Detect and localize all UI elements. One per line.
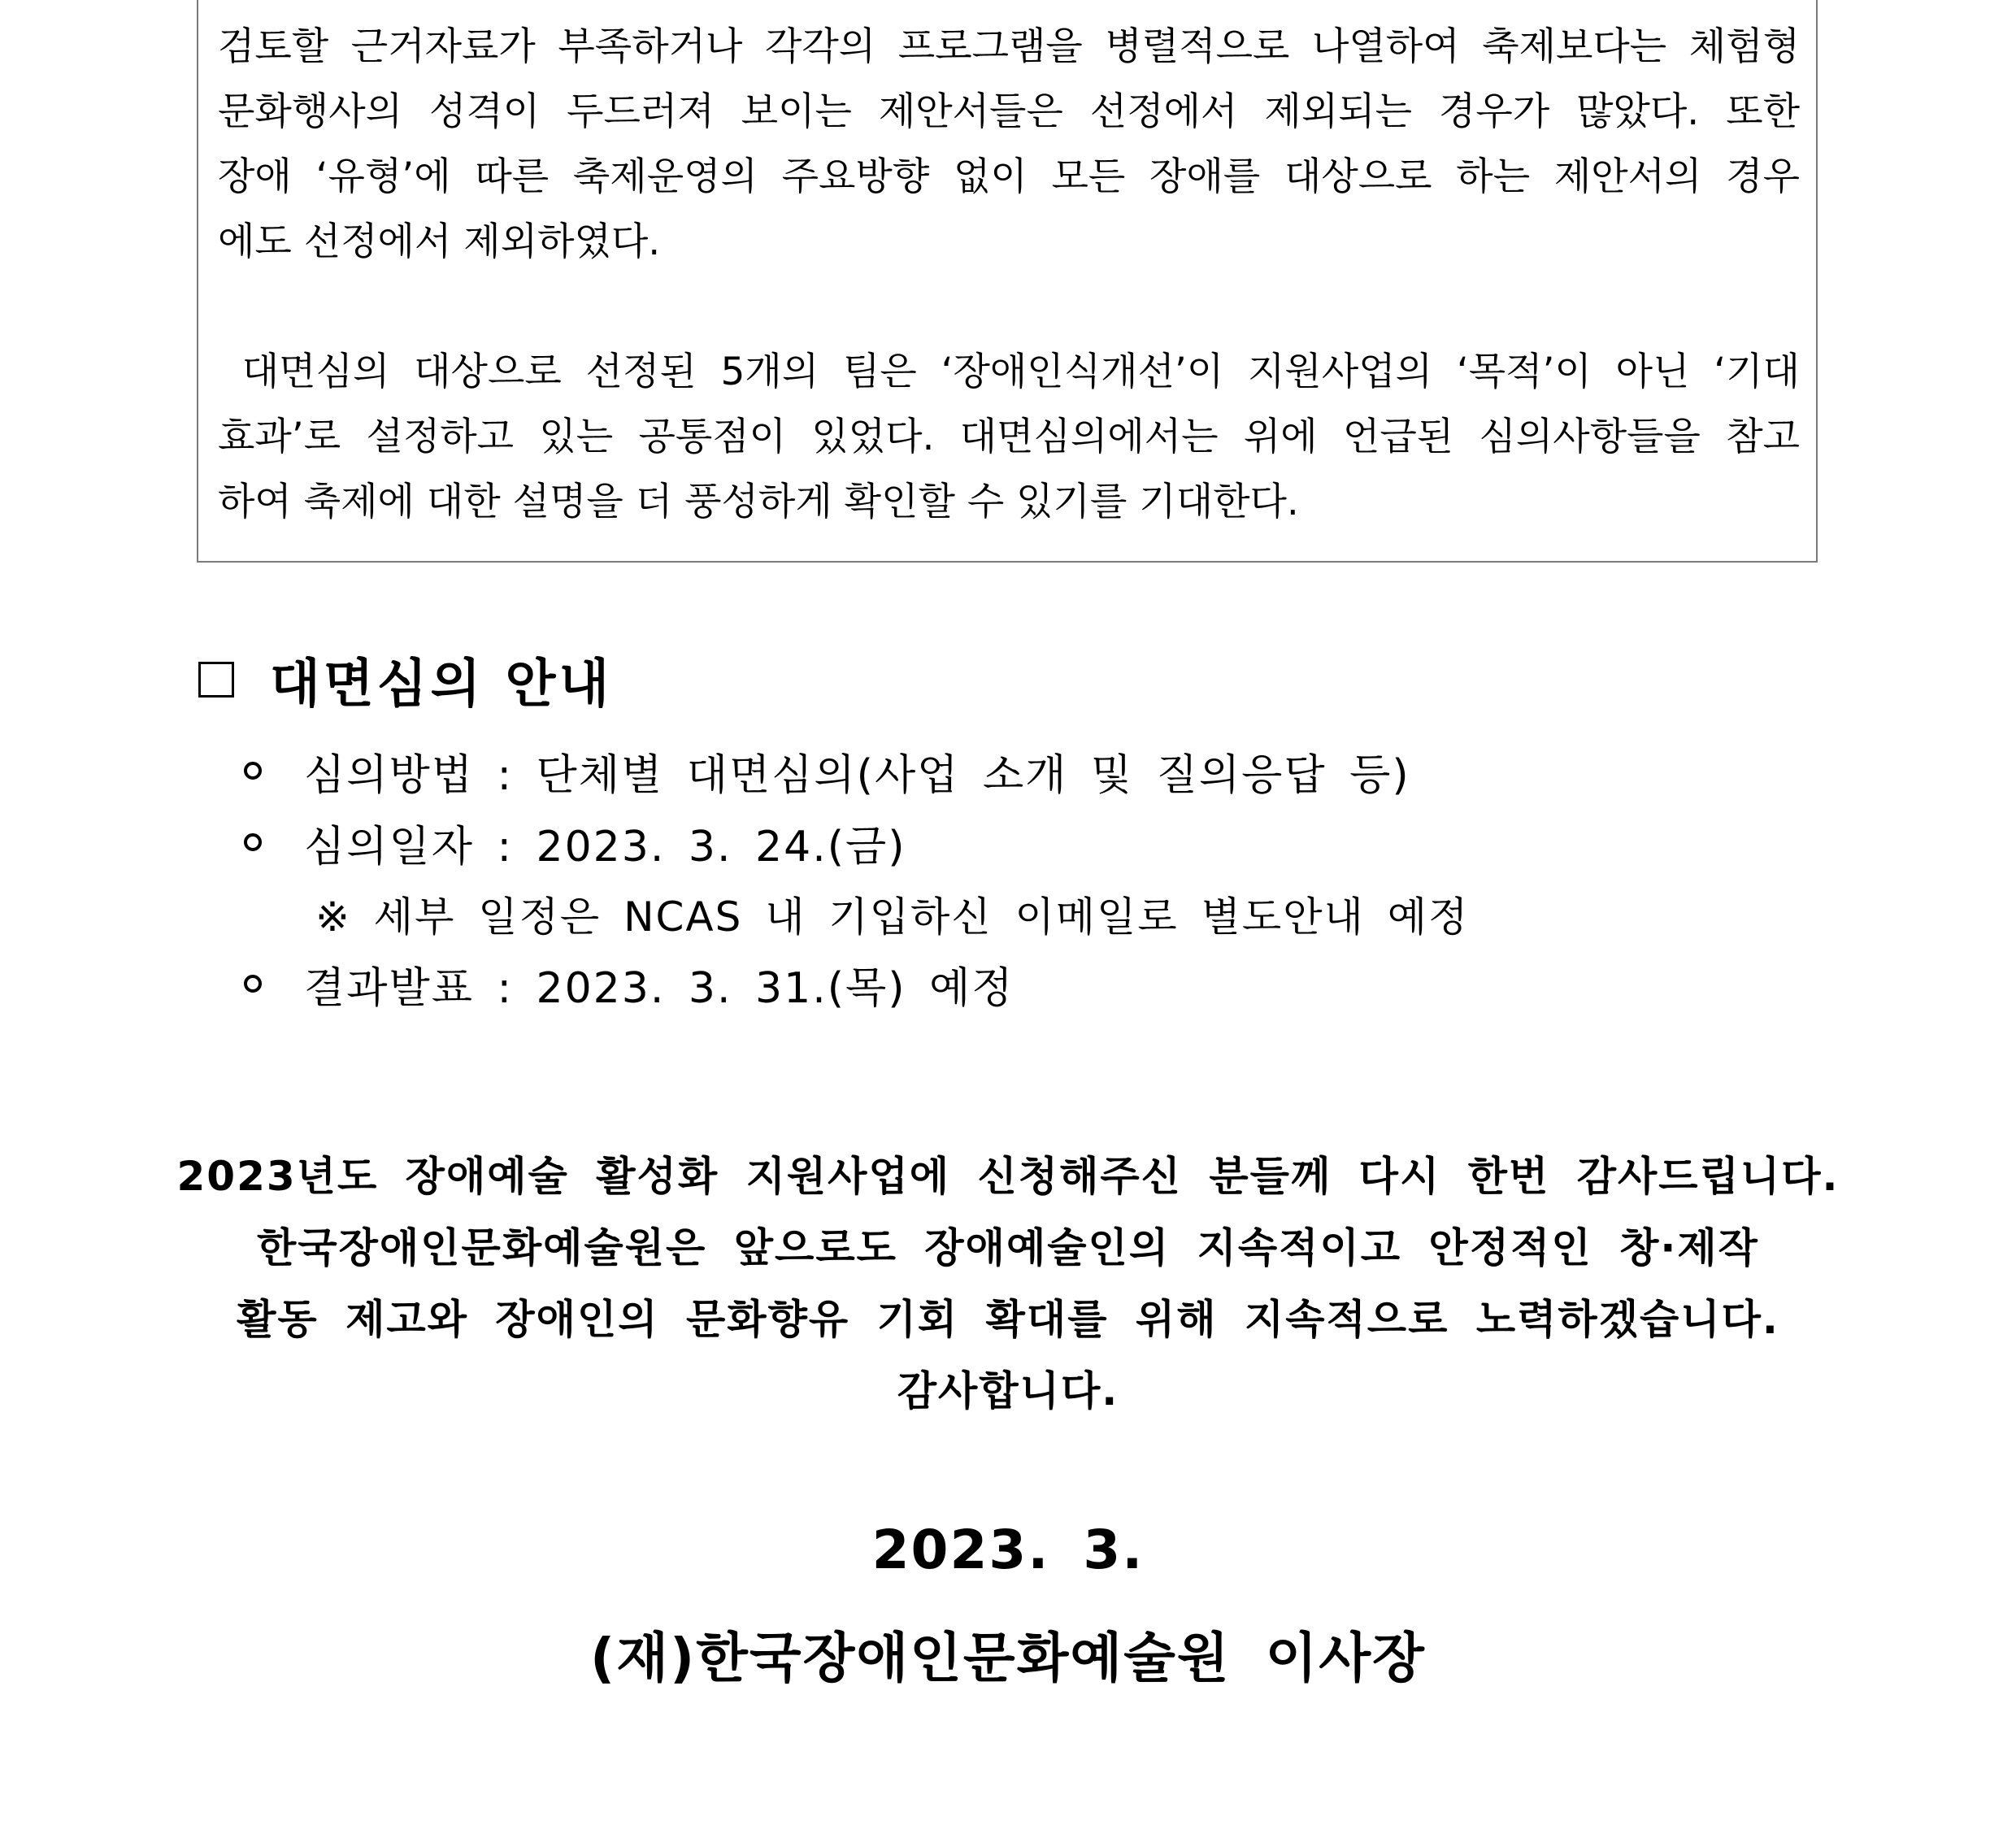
review-paragraph-1-line-4: 에도 선정에서 제외하였다. — [218, 219, 661, 264]
section-heading — [198, 647, 613, 715]
circle-bullet-icon — [244, 833, 262, 851]
schedule-note: ※ 세부 일정은 NCAS 내 기입하신 이메일로 별도안내 예정 — [315, 893, 1470, 941]
list-item-review-date — [244, 816, 906, 871]
closing-signature: (재)한국장애인문화예술원 이사장 — [590, 1627, 1426, 1689]
review-paragraph-2-line-3: 하여 축제에 대한 설명을 더 풍성하게 확인할 수 있기를 기대한다. — [218, 480, 1299, 524]
closing-date: 2023. 3. — [871, 1519, 1145, 1581]
checkbox-icon — [198, 662, 234, 698]
circle-bullet-icon — [244, 975, 262, 993]
list-item-result-announcement — [244, 958, 1015, 1013]
list-item-text: 심의일자 : 2023. 3. 24.(금) — [304, 822, 906, 871]
closing-line-2: 한국장애인문화예술원은 앞으로도 장애예술인의 지속적이고 안정적인 창·제작 — [257, 1224, 1759, 1271]
review-paragraph-2-line-1: 대면심의 대상으로 선정된 5개의 팀은 ‘장애인식개선’이 지원사업의 ‘목적’이 아닌 ‘기대 — [218, 350, 1800, 394]
circle-bullet-icon — [244, 762, 262, 780]
closing-line-1: 2023년도 장애예술 활성화 지원사업에 신청해주신 분들께 다시 한번 감사드립니다. — [176, 1153, 1840, 1200]
review-paragraph-2-line-2: 효과’로 설정하고 있는 공통점이 있었다. 대면심의에서는 위에 언급된 심의사항들을 참고 — [218, 415, 1800, 459]
review-paragraph-1-line-3: 장애 ‘유형’에 따른 축제운영의 주요방향 없이 모든 장애를 대상으로 하는 제안서의 경우 — [218, 154, 1800, 199]
closing-line-3: 활동 제고와 장애인의 문화향유 기회 확대를 위해 지속적으로 노력하겠습니다. — [237, 1296, 1779, 1343]
list-item-text: 결과발표 : 2023. 3. 31.(목) 예정 — [304, 963, 1015, 1013]
review-summary-box — [197, 0, 1818, 563]
section-title: 대면심의 안내 — [270, 654, 613, 715]
closing-line-4: 감사합니다. — [897, 1367, 1119, 1415]
list-item-review-method — [244, 745, 1410, 800]
review-paragraph-1-line-2: 문화행사의 성격이 두드러져 보이는 제안서들은 선정에서 제외되는 경우가 많았다. 또한 — [218, 89, 1800, 134]
review-paragraph-1-line-1: 검토할 근거자료가 부족하거나 각각의 프로그램을 병렬적으로 나열하여 축제보다는 체험형 — [218, 24, 1800, 69]
list-item-text: 심의방법 : 단체별 대면심의(사업 소개 및 질의응답 등) — [304, 750, 1410, 800]
